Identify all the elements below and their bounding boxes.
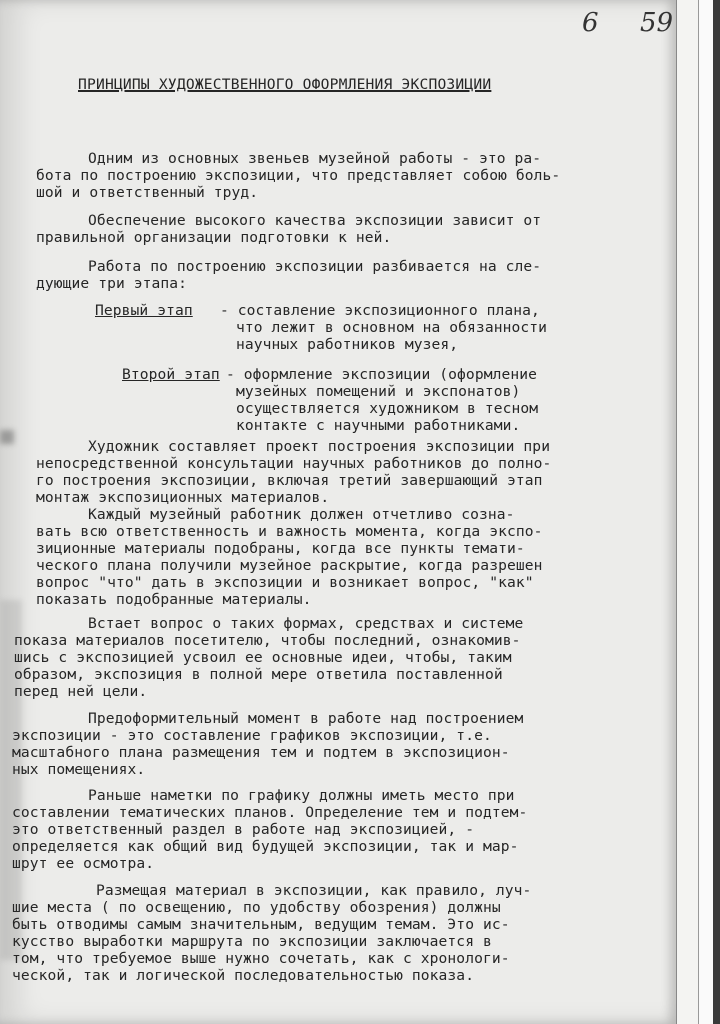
text-line: музейных помещений и экспонатов) xyxy=(236,383,521,400)
text-line: бота по построению экспозиции, что представляет собою боль- xyxy=(36,167,561,184)
text-line: шись с экспозицией усвоил ее основные идеи, чтобы, таким xyxy=(14,649,512,666)
text-line: Одним из основных звеньев музейной работы - это ра- xyxy=(88,150,542,167)
scan-smudge xyxy=(0,430,14,444)
text-line: это ответственный раздел в работе над экспозицией, - xyxy=(12,821,475,838)
text-line: ческого плана получили музейное раскрытие, когда разрешен xyxy=(36,557,543,574)
text-line: Размещая материал в экспозиции, как правило, луч- xyxy=(96,882,532,899)
text-line: шрут ее осмотра. xyxy=(12,855,155,872)
stamped-page-number: 59 xyxy=(640,8,674,38)
text-line: - оформление экспозиции (оформление xyxy=(226,366,538,383)
text-line: зиционные материалы подобраны, когда все пункты темати- xyxy=(36,540,525,557)
text-line: Работа по построению экспозиции разбивается на сле- xyxy=(88,258,542,275)
text-line: непосредственной консультации научных работников до полно- xyxy=(36,455,552,472)
text-line: Раньше наметки по графику должны иметь место при xyxy=(88,787,515,804)
text-line: монтаж экспозиционных материалов. xyxy=(36,489,330,506)
text-line: масштабного плана размещения тем и подтем в экспозицион- xyxy=(12,744,510,761)
text-line: образом, экспозиция в полной мере ответила поставленной xyxy=(14,666,503,683)
text-line: определяется как общий вид будущей экспозиции, так и мар- xyxy=(12,838,519,855)
text-line: кусство выработки маршрута по экспозиции заключается в xyxy=(12,933,492,950)
text-line: Встает вопрос о таких формах, средствах и системе xyxy=(88,615,524,632)
text-line: осуществляется художником в тесном xyxy=(236,400,539,417)
text-line: шой и ответственный труд. xyxy=(36,184,259,201)
text-line: контакте с научными работниками. xyxy=(236,417,521,434)
text-line: шие места ( по освещению, по удобству обозрения) должны xyxy=(12,899,501,916)
stage-label: Второй этап xyxy=(122,366,220,383)
text-line: правильной организации подготовки к ней. xyxy=(36,229,392,246)
text-line: составлении тематических планов. Определение тем и подтем- xyxy=(12,804,528,821)
text-line: показать подобранные материалы. xyxy=(36,591,312,608)
text-line: Предоформительный момент в работе над построением xyxy=(88,710,524,727)
text-line: вопрос "что" дать в экспозиции и возникает вопрос, "как" xyxy=(36,574,534,591)
text-line: ческой, так и логической последовательностью показа. xyxy=(12,967,475,984)
text-line: ных помещениях. xyxy=(12,761,146,778)
text-line: быть отводимы самым значительным, ведущим темам. Это ис- xyxy=(12,916,510,933)
text-line: - составление экспозиционного плана, xyxy=(220,302,540,319)
text-line: дующие три этапа: xyxy=(36,275,188,292)
text-line: том, что требуемое выше нужно сочетать, как с хронологи- xyxy=(12,950,510,967)
underlying-page-edge xyxy=(676,0,699,1024)
handwritten-page-number: 6 xyxy=(582,8,599,38)
stage-label: Первый этап xyxy=(95,302,193,319)
text-line: перед ней цели. xyxy=(14,683,148,700)
document-title: ПРИНЦИПЫ ХУДОЖЕСТВЕННОГО ОФОРМЛЕНИЯ ЭКСПОЗИЦИИ xyxy=(78,76,492,93)
text-line: что лежит в основном на обязанности xyxy=(236,319,548,336)
text-line: научных работников музея, xyxy=(236,336,459,353)
text-line: Художник составляет проект построения экспозиции при xyxy=(88,438,551,455)
text-line: экспозиции - это составление графиков экспозиции, т.е. xyxy=(12,727,492,744)
text-line: го построения экспозиции, включая третий завершающий этап xyxy=(36,472,543,489)
text-line: показа материалов посетителю, чтобы последний, ознакомив- xyxy=(14,632,521,649)
text-line: Обеспечение высокого качества экспозиции зависит от xyxy=(88,212,542,229)
text-line: вать всю ответственность и важность момента, когда экспо- xyxy=(36,523,543,540)
underlying-page-edge xyxy=(698,0,720,1024)
text-line: Каждый музейный работник должен отчетливо созна- xyxy=(88,506,515,523)
